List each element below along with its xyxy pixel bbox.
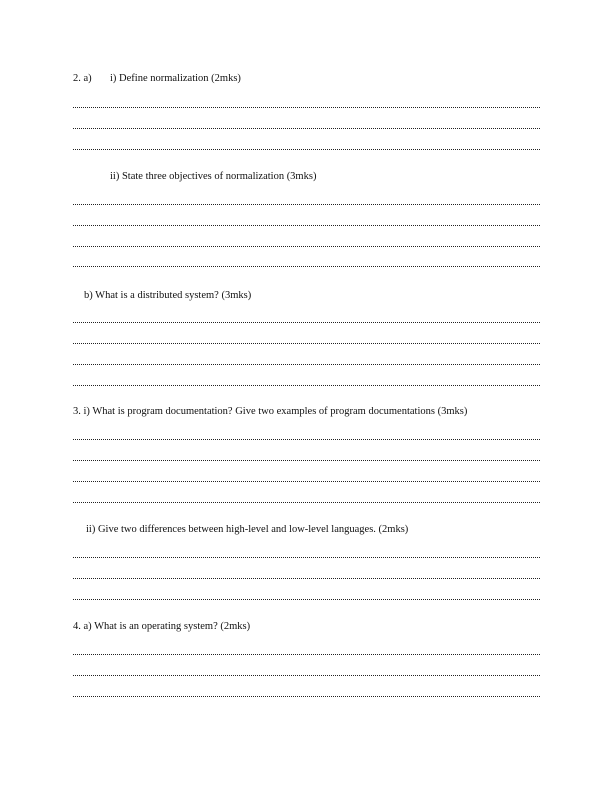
answer-line — [73, 557, 540, 558]
question-2a-i: i) Define normalization (2mks) — [110, 73, 241, 84]
answer-line — [73, 696, 540, 697]
answer-line — [73, 385, 540, 386]
answer-line — [73, 343, 540, 344]
answer-line — [73, 128, 540, 129]
question-2b: b) What is a distributed system? (3mks) — [84, 290, 252, 301]
answer-line — [73, 460, 540, 461]
answer-line — [73, 246, 540, 247]
question-3-ii: ii) Give two differences between high-level and low-level languages. (2mks) — [86, 524, 409, 535]
question-2a-number: 2. a) — [73, 73, 92, 84]
answer-line — [73, 322, 540, 323]
answer-line — [73, 364, 540, 365]
answer-line — [73, 599, 540, 600]
answer-line — [73, 225, 540, 226]
answer-line — [73, 149, 540, 150]
answer-line — [73, 107, 540, 108]
answer-line — [73, 266, 540, 267]
answer-line — [73, 204, 540, 205]
question-2a-ii: ii) State three objectives of normalization (3mks) — [110, 171, 317, 182]
answer-line — [73, 481, 540, 482]
question-3-i: 3. i) What is program documentation? Give two examples of program documentations (3mks) — [73, 406, 468, 417]
answer-line — [73, 578, 540, 579]
answer-line — [73, 502, 540, 503]
answer-line — [73, 675, 540, 676]
answer-line — [73, 654, 540, 655]
answer-line — [73, 439, 540, 440]
question-4a: 4. a) What is an operating system? (2mks) — [73, 621, 251, 632]
